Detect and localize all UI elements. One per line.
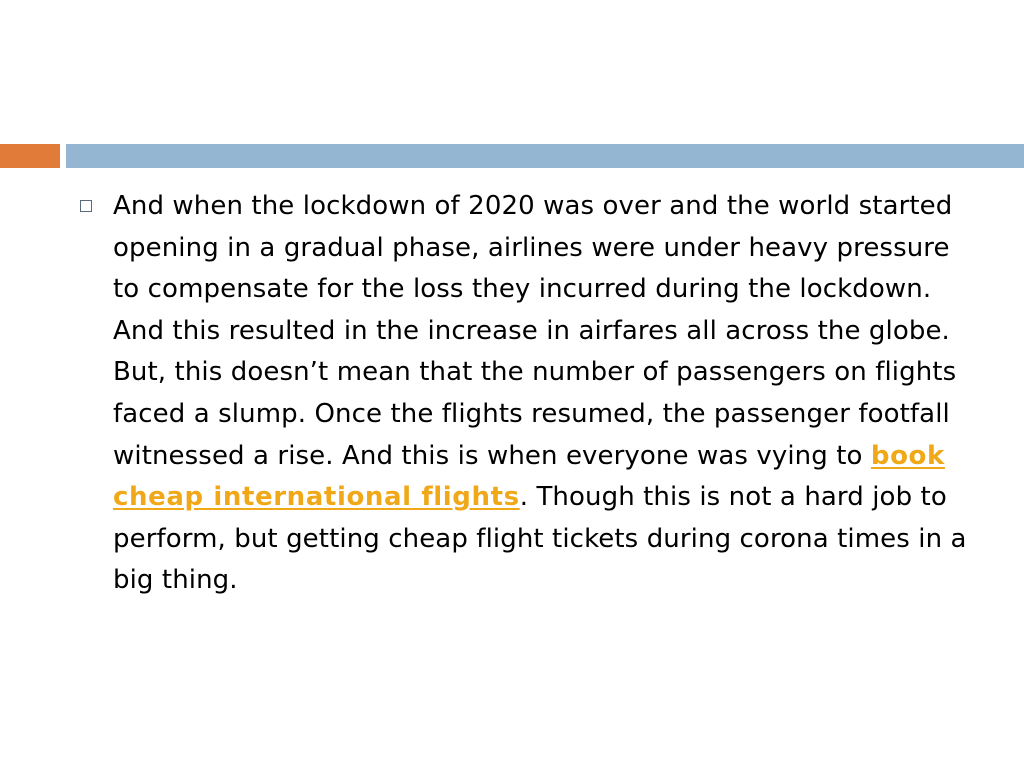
accent-bar-orange	[0, 144, 60, 168]
book-cheap-flights-link[interactable]: book cheap international flights	[113, 440, 945, 513]
bullet-item	[80, 186, 980, 602]
bullet-paragraph	[113, 186, 980, 602]
paragraph-text-before: And when the lockdown of 2020 was over and the world started opening in a gradual phase, airlines were under heavy pressure to compensate for the loss they incurred during the lockdown. And this resulted in the increase in airfares all across the globe. But, this doesn’t mean that the number of passengers on flights faced a slump. Once the flights resumed, the passenger footfall witnessed a rise. And this is when everyone was vying to	[113, 191, 957, 471]
square-bullet-icon	[80, 200, 92, 212]
slide-content	[80, 186, 980, 602]
paragraph-text-after: . Though this is not a hard job to perform, but getting cheap flight tickets during corona times in a big thing.	[113, 482, 967, 596]
accent-bar-blue	[66, 144, 1024, 168]
